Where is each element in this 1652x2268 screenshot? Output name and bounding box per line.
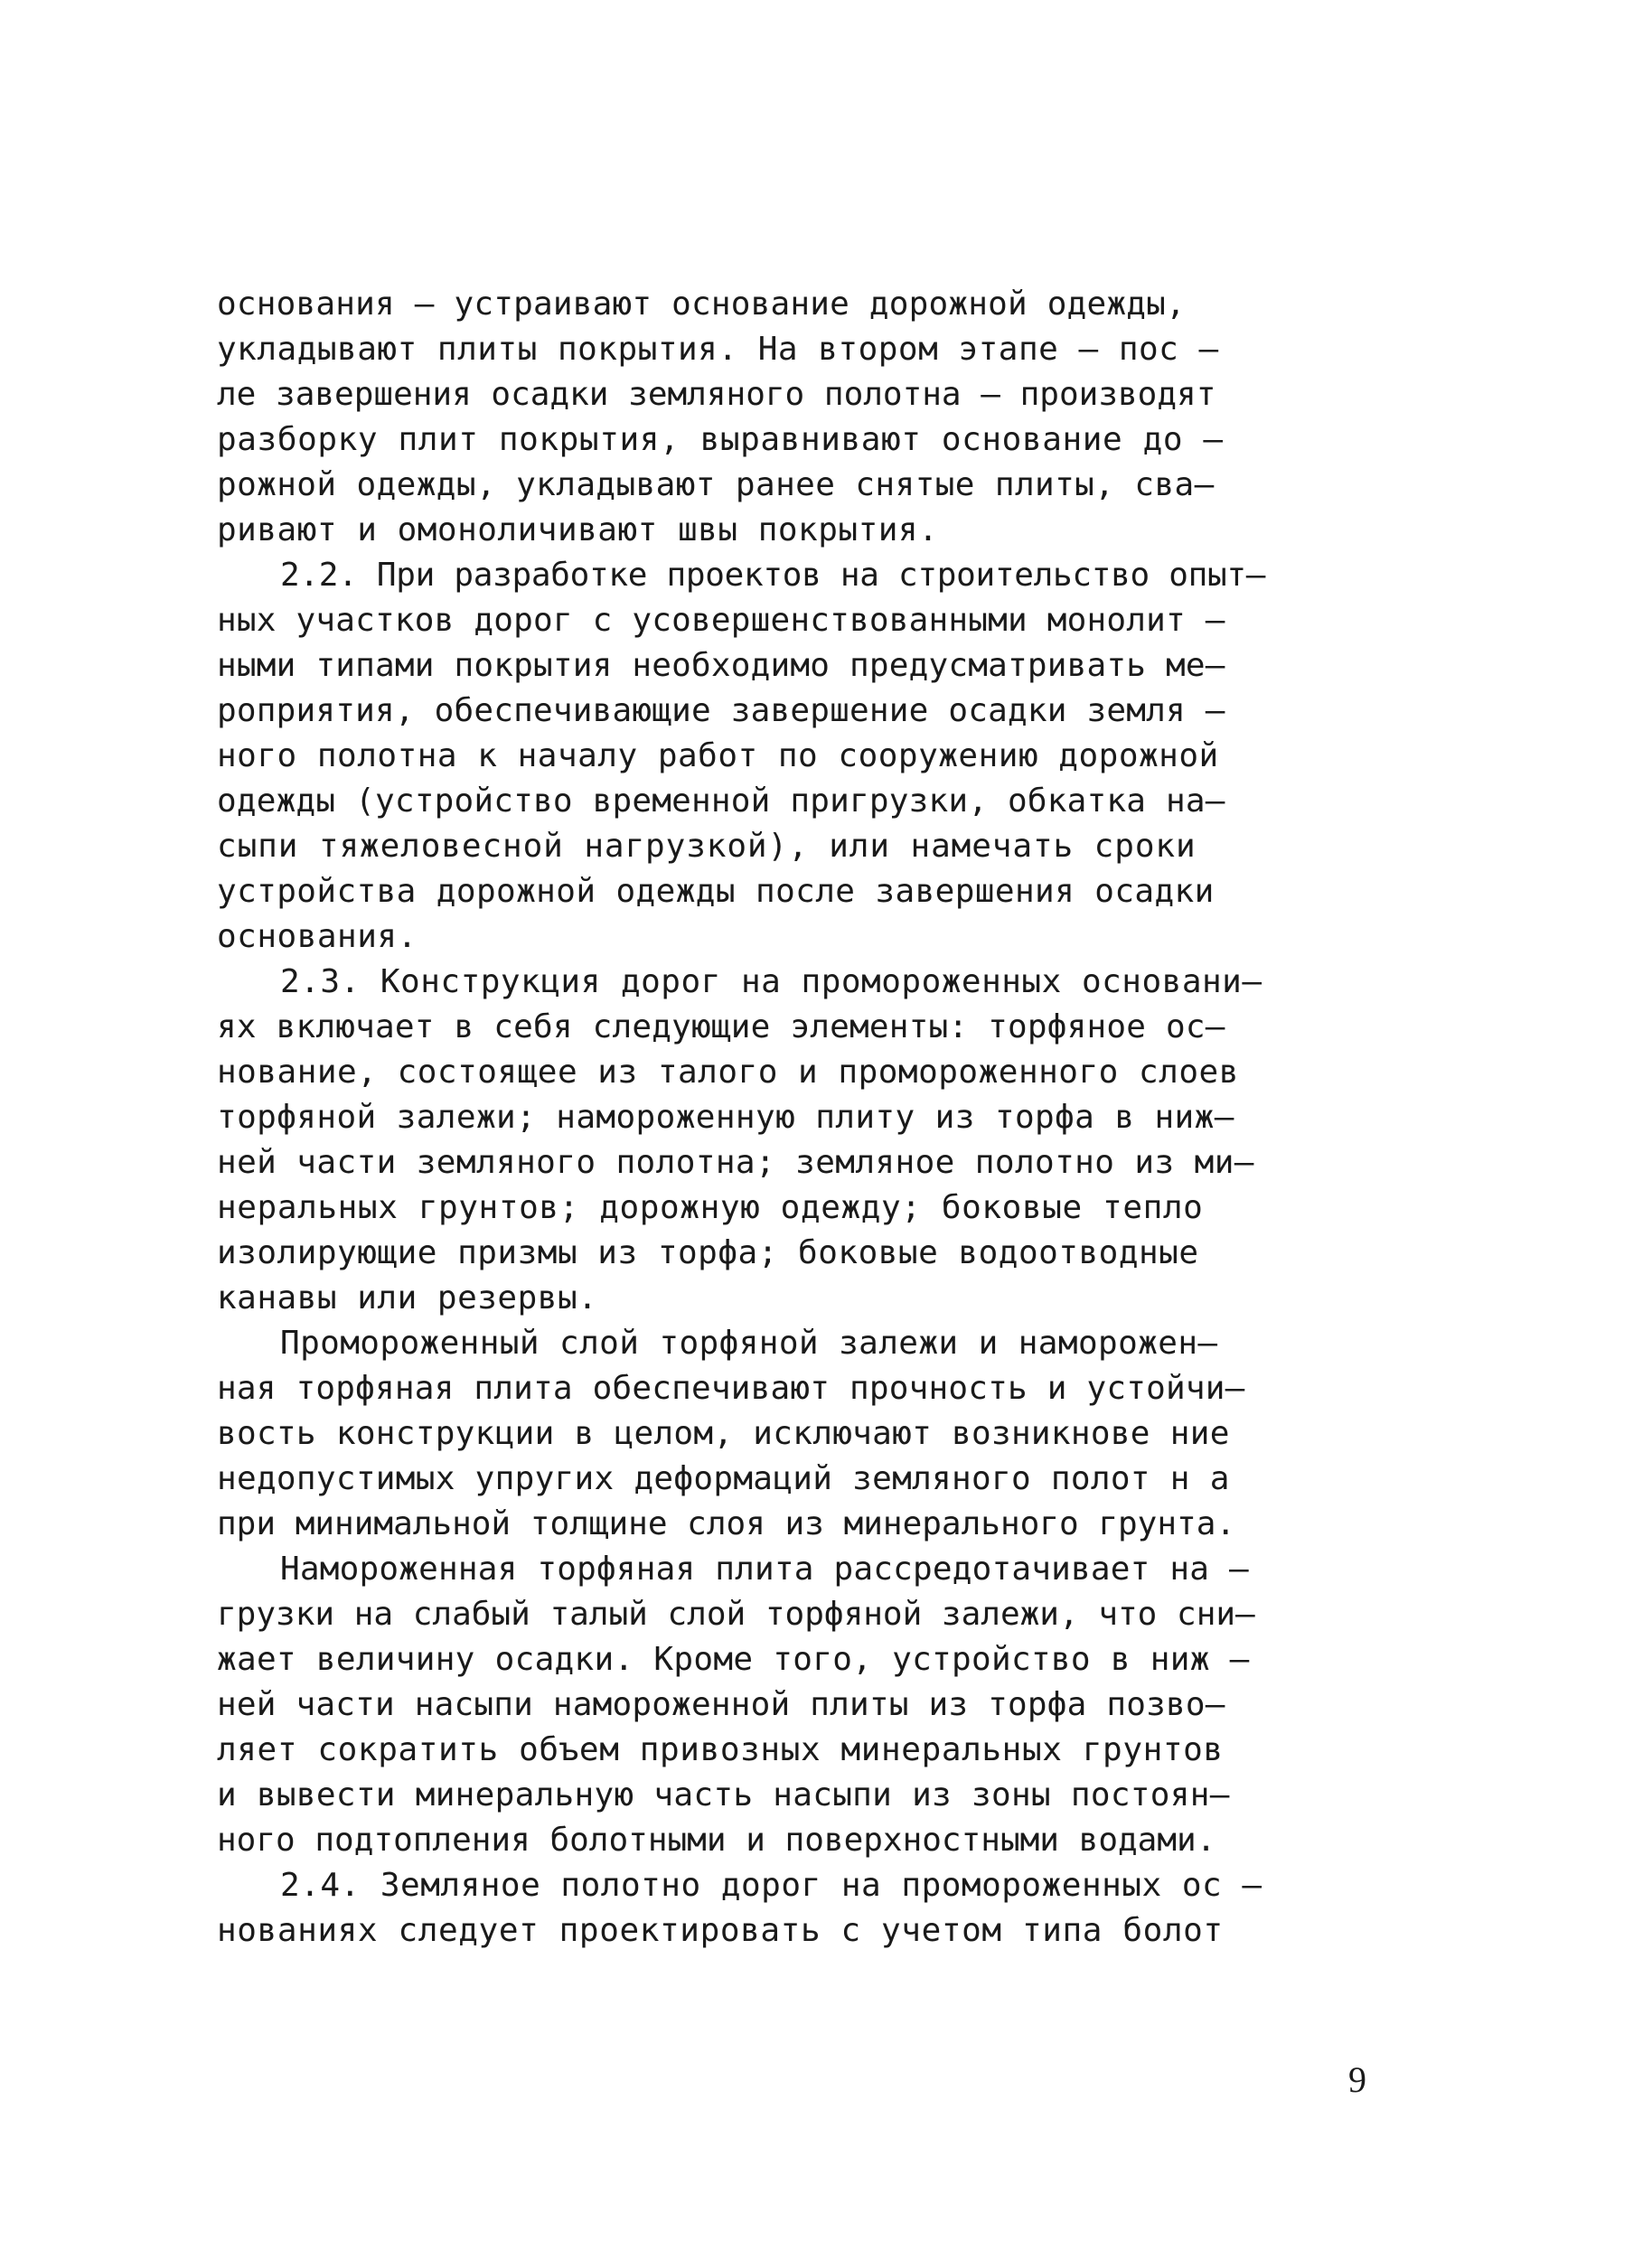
text-line: торфяной залежи; намороженную плиту из торфа в ниж– bbox=[217, 1099, 1234, 1136]
text-line: сыпи тяжеловесной нагрузкой), или намечать сроки bbox=[217, 828, 1197, 865]
text-line: нованиях следует проектировать с учетом типа болот bbox=[217, 1912, 1224, 1949]
text-line: ная торфяная плита обеспечивают прочность и устойчи– bbox=[217, 1370, 1245, 1407]
text-line: ных участков дорог с усовершенствованными монолит – bbox=[217, 602, 1225, 639]
text-line: жает величину осадки. Кроме того, устройство в ниж – bbox=[217, 1641, 1250, 1678]
text-line: 2.3. Конструкция дорог на промороженных основани– bbox=[280, 963, 1262, 1000]
text-line: ного полотна к началу работ по сооружению дорожной bbox=[217, 737, 1219, 774]
text-line: и вывести минеральную часть насыпи из зоны постоян– bbox=[217, 1776, 1230, 1813]
text-line: Намороженная торфяная плита рассредотачивает на – bbox=[280, 1551, 1249, 1588]
page-number: 9 bbox=[1348, 2059, 1366, 2100]
text-line: основания. bbox=[217, 918, 418, 955]
text-line: недопустимых упругих деформаций земляного полот н а bbox=[217, 1460, 1230, 1497]
text-line: ней части земляного полотна; земляное полотно из ми– bbox=[217, 1144, 1254, 1181]
text-line: ней части насыпи намороженной плиты из торфа позво– bbox=[217, 1686, 1225, 1723]
text-line: роприятия, обеспечивающие завершение осадки земля – bbox=[217, 692, 1225, 729]
text-line: разборку плит покрытия, выравнивают основание до – bbox=[217, 421, 1224, 458]
text-line: устройства дорожной одежды после завершения осадки bbox=[217, 873, 1215, 910]
text-line: ляет сократить объем привозных минеральных грунтов bbox=[217, 1731, 1224, 1768]
text-line: ле завершения осадки земляного полотна – производят bbox=[217, 376, 1216, 413]
text-line: вость конструкции в целом, исключают возникнове ние bbox=[217, 1415, 1230, 1452]
text-line: нование, состоящее из талого и промороженного слоев bbox=[217, 1054, 1239, 1091]
text-line: ривают и омоноличивают швы покрытия. bbox=[217, 511, 939, 548]
text-line: при минимальной толщине слоя из минерального грунта. bbox=[217, 1505, 1236, 1542]
text-line: изолирующие призмы из торфа; боковые водоотводные bbox=[217, 1234, 1199, 1271]
text-line: ях включает в себя следующие элементы: торфяное ос– bbox=[217, 1008, 1225, 1045]
text-line: Промороженный слой торфяной залежи и наморожен– bbox=[280, 1325, 1218, 1362]
text-line: основания – устраивают основание дорожной одежды, bbox=[217, 286, 1186, 323]
text-line: укладывают плиты покрытия. На втором этапе – пос – bbox=[217, 331, 1219, 368]
text-line: 2.4. Земляное полотно дорог на промороженных ос – bbox=[280, 1867, 1262, 1904]
text-line: неральных грунтов; дорожную одежду; боковые тепло bbox=[217, 1189, 1204, 1226]
text-line: рожной одежды, укладывают ранее снятые плиты, сва– bbox=[217, 466, 1215, 503]
text-line: канавы или резервы. bbox=[217, 1279, 598, 1317]
text-line: одежды (устройство временной пригрузки, обкатка на– bbox=[217, 783, 1225, 820]
text-line: грузки на слабый талый слой торфяной залежи, что сни– bbox=[217, 1596, 1255, 1633]
body-text bbox=[217, 282, 1428, 1954]
text-line: ного подтопления болотными и поверхностными водами. bbox=[217, 1822, 1216, 1859]
text-line: ными типами покрытия необходимо предусматривать ме– bbox=[217, 647, 1225, 684]
text-line: 2.2. При разработке проектов на строительство опыт– bbox=[280, 557, 1266, 594]
